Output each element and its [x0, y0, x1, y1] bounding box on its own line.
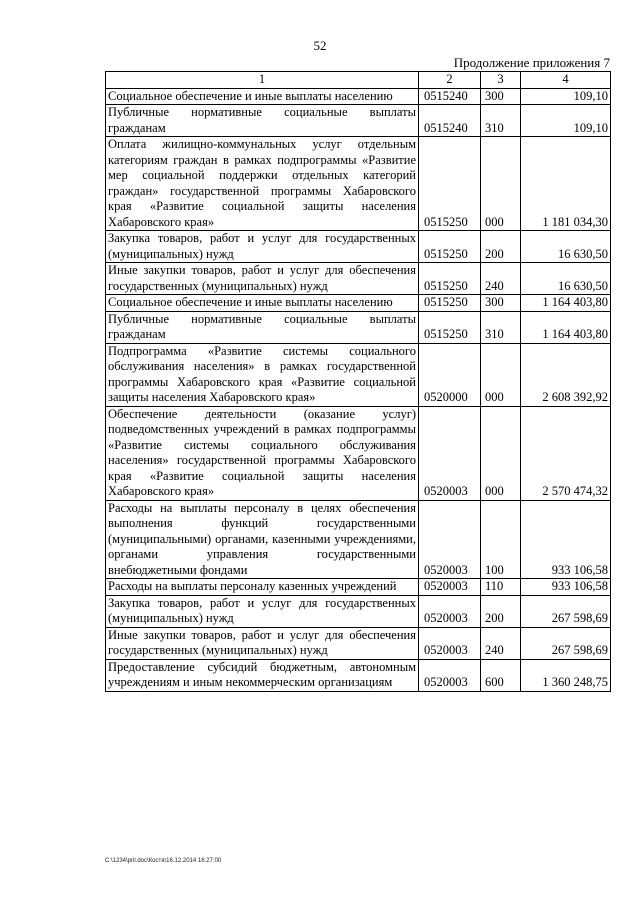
row-type-cell: 100 — [481, 500, 521, 579]
row-type-cell: 310 — [481, 311, 521, 343]
row-type-cell: 000 — [481, 343, 521, 406]
file-path-footer: C:\1234\pril.doc\Костя\16.12.2014 16:27:00 — [105, 858, 222, 864]
row-name-cell: Расходы на выплаты персоналу в целях обеспечения выполнения функций государственными (муниципальными) органами, казенными учреждениями, органами управления государственными внебюджетными фондами — [106, 500, 419, 579]
table-row — [106, 263, 611, 295]
budget-table-body — [106, 72, 611, 692]
row-type-cell: 300 — [481, 88, 521, 105]
row-code-cell: 0520003 — [419, 627, 481, 659]
row-code-cell: 0515250 — [419, 263, 481, 295]
row-code-cell: 0520003 — [419, 579, 481, 596]
row-name-cell: Обеспечение деятельности (оказание услуг) подведомственных учреждений в рамках подпрограммы «Развитие системы социального обслуживания населения» государственной программы Хабаровского края «Развитие социальной защиты населения Хабаровского края» — [106, 406, 419, 500]
row-type-cell: 310 — [481, 105, 521, 137]
table-row — [106, 311, 611, 343]
table-row — [106, 595, 611, 627]
column-header-type: 3 — [481, 72, 521, 89]
row-code-cell: 0515240 — [419, 105, 481, 137]
table-row — [106, 343, 611, 406]
table-row — [106, 231, 611, 263]
table-row — [106, 659, 611, 691]
row-code-cell: 0515250 — [419, 295, 481, 312]
row-name-cell: Социальное обеспечение и иные выплаты населению — [106, 295, 419, 312]
row-name-cell: Публичные нормативные социальные выплаты гражданам — [106, 105, 419, 137]
row-amount-cell: 933 106,58 — [521, 579, 611, 596]
row-code-cell: 0520003 — [419, 595, 481, 627]
row-amount-cell: 1 164 403,80 — [521, 295, 611, 312]
row-type-cell: 600 — [481, 659, 521, 691]
row-name-cell: Публичные нормативные социальные выплаты гражданам — [106, 311, 419, 343]
row-type-cell: 110 — [481, 579, 521, 596]
table-row — [106, 500, 611, 579]
row-code-cell: 0515250 — [419, 231, 481, 263]
column-header-amount: 4 — [521, 72, 611, 89]
row-name-cell: Иные закупки товаров, работ и услуг для обеспечения государственных (муниципальных) нужд — [106, 627, 419, 659]
row-code-cell: 0520003 — [419, 659, 481, 691]
row-name-cell: Предоставление субсидий бюджетным, автономным учреждениям и иным некоммерческим организациям — [106, 659, 419, 691]
table-row — [106, 406, 611, 500]
column-header-code: 2 — [419, 72, 481, 89]
row-type-cell: 240 — [481, 627, 521, 659]
table-row — [106, 137, 611, 231]
row-amount-cell: 109,10 — [521, 105, 611, 137]
continuation-label: Продолжение приложения 7 — [453, 55, 610, 70]
row-amount-cell: 267 598,69 — [521, 627, 611, 659]
row-name-cell: Подпрограмма «Развитие системы социального обслуживания населения» в рамках государственной программы Хабаровского края «Развитие социальной защиты населения Хабаровского края» — [106, 343, 419, 406]
row-amount-cell: 1 360 248,75 — [521, 659, 611, 691]
table-row — [106, 105, 611, 137]
row-amount-cell: 16 630,50 — [521, 263, 611, 295]
row-amount-cell: 16 630,50 — [521, 231, 611, 263]
row-type-cell: 000 — [481, 137, 521, 231]
row-name-cell: Социальное обеспечение и иные выплаты населению — [106, 88, 419, 105]
row-type-cell: 300 — [481, 295, 521, 312]
row-code-cell: 0515240 — [419, 88, 481, 105]
row-amount-cell: 267 598,69 — [521, 595, 611, 627]
row-amount-cell: 2 608 392,92 — [521, 343, 611, 406]
column-header-name: 1 — [106, 72, 419, 89]
row-type-cell: 240 — [481, 263, 521, 295]
row-type-cell: 200 — [481, 231, 521, 263]
row-code-cell: 0515250 — [419, 137, 481, 231]
row-amount-cell: 1 181 034,30 — [521, 137, 611, 231]
row-code-cell: 0520003 — [419, 500, 481, 579]
row-code-cell: 0515250 — [419, 311, 481, 343]
row-name-cell: Оплата жилищно-коммунальных услуг отдельным категориям граждан в рамках подпрограммы «Развитие мер социальной поддержки отдельных категорий граждан» государственной программы Хабаровского края «Развитие социальной защиты населения Хабаровского края» — [106, 137, 419, 231]
row-amount-cell: 109,10 — [521, 88, 611, 105]
row-name-cell: Закупка товаров, работ и услуг для государственных (муниципальных) нужд — [106, 231, 419, 263]
row-name-cell: Закупка товаров, работ и услуг для государственных (муниципальных) нужд — [106, 595, 419, 627]
budget-table — [105, 71, 611, 692]
table-row — [106, 88, 611, 105]
table-header-row — [106, 72, 611, 89]
row-name-cell: Расходы на выплаты персоналу казенных учреждений — [106, 579, 419, 596]
page-number: 52 — [313, 38, 327, 53]
row-name-cell: Иные закупки товаров, работ и услуг для обеспечения государственных (муниципальных) нужд — [106, 263, 419, 295]
row-amount-cell: 933 106,58 — [521, 500, 611, 579]
row-code-cell: 0520003 — [419, 406, 481, 500]
table-row — [106, 295, 611, 312]
row-type-cell: 000 — [481, 406, 521, 500]
table-row — [106, 579, 611, 596]
table-row — [106, 627, 611, 659]
row-code-cell: 0520000 — [419, 343, 481, 406]
row-amount-cell: 1 164 403,80 — [521, 311, 611, 343]
row-amount-cell: 2 570 474,32 — [521, 406, 611, 500]
row-type-cell: 200 — [481, 595, 521, 627]
